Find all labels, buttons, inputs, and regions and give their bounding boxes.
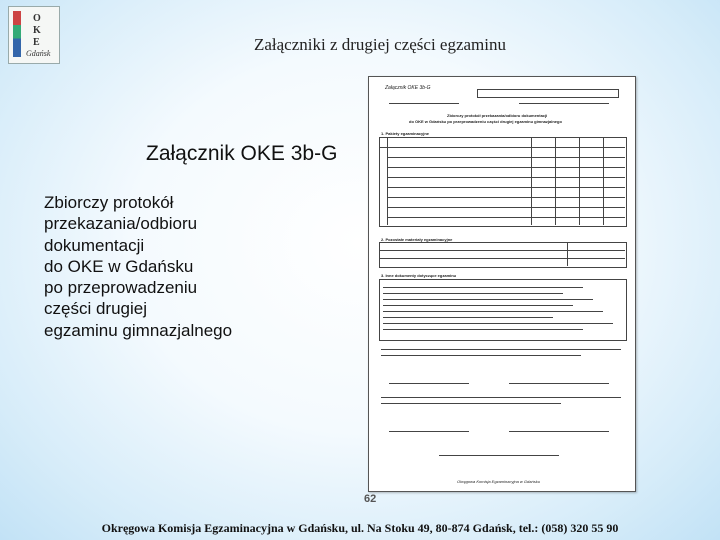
doc-text-line: [383, 287, 583, 288]
slide-footer: Okręgowa Komisja Egzaminacyjna w Gdańsku, ul. Na Stoku 49, 80-874 Gdańsk, tel.: (058) 320 55 90: [101, 521, 619, 535]
doc-col-line: [603, 137, 604, 225]
slide-header-title: Załączniki z drugiej części egzaminu: [253, 35, 507, 54]
doc-signature-line: [439, 455, 559, 456]
doc-signature-line: [509, 431, 609, 432]
doc-text-line: [381, 349, 621, 350]
doc-row-line: [387, 197, 625, 198]
doc-row-line: [379, 250, 625, 251]
doc-signature-line: [389, 431, 469, 432]
doc-col-line: [531, 137, 532, 225]
doc-table-materials: [379, 242, 627, 268]
doc-table-documents: [379, 279, 627, 341]
doc-section1-label: 1. Pakiety egzaminacyjne: [381, 131, 430, 136]
doc-row-line: [387, 217, 625, 218]
doc-table-packages: [379, 137, 627, 227]
doc-title-line2: do OKE w Gdańsku po przeprowadzeniu części drugiej egzaminu gimnazjalnego: [409, 119, 562, 124]
doc-footer-org: Okręgowa Komisja Egzaminacyjna w Gdańsku: [457, 479, 540, 484]
doc-section2-label: 2. Pozostałe materiały egzaminacyjne: [381, 237, 453, 242]
doc-signature-line: [389, 383, 469, 384]
doc-section3-label: 3. Inne dokumenty dotyczące egzaminu: [381, 273, 457, 278]
doc-text-line: [381, 403, 561, 404]
logo-city: Gdańsk: [26, 49, 51, 58]
doc-col-line: [387, 137, 388, 225]
doc-title-line1: Zbiorczy protokół przekazania/odbioru dokumentacji: [447, 113, 548, 118]
doc-col-line: [579, 137, 580, 225]
doc-row-line: [387, 157, 625, 158]
document-thumbnail: [368, 76, 636, 492]
doc-row-line: [387, 167, 625, 168]
doc-signature-line: [509, 383, 609, 384]
doc-row-line: [387, 177, 625, 178]
doc-text-line: [381, 355, 581, 356]
doc-header-label: Załącznik OKE 3b-G: [385, 85, 431, 91]
doc-row-line: [387, 187, 625, 188]
logo-letter-o: O: [33, 13, 41, 24]
doc-text-line: [383, 311, 603, 312]
page-number: 62: [364, 493, 377, 505]
doc-text-line: [381, 397, 621, 398]
doc-line: [389, 103, 459, 104]
doc-text-line: [383, 323, 613, 324]
doc-text-line: [383, 305, 573, 306]
doc-row-line: [379, 147, 625, 148]
annex-description: Zbiorczy protokół przekazania/odbioru dokumentacji do OKE w Gdańsku po przeprowadzeniu części drugiej egzaminu gimnazjalnego: [44, 193, 233, 340]
doc-row-line: [379, 258, 625, 259]
doc-text-line: [383, 293, 563, 294]
logo-letter-k: K: [33, 25, 41, 36]
logo-letter-e: E: [33, 37, 40, 48]
doc-text-line: [383, 329, 583, 330]
doc-col-line: [567, 242, 568, 266]
doc-text-line: [383, 299, 593, 300]
doc-school-code-box: [477, 89, 619, 98]
doc-line: [519, 103, 609, 104]
doc-row-line: [387, 207, 625, 208]
annex-title: Załącznik OKE 3b-G: [146, 142, 338, 165]
doc-col-line: [555, 137, 556, 225]
doc-text-line: [383, 317, 553, 318]
